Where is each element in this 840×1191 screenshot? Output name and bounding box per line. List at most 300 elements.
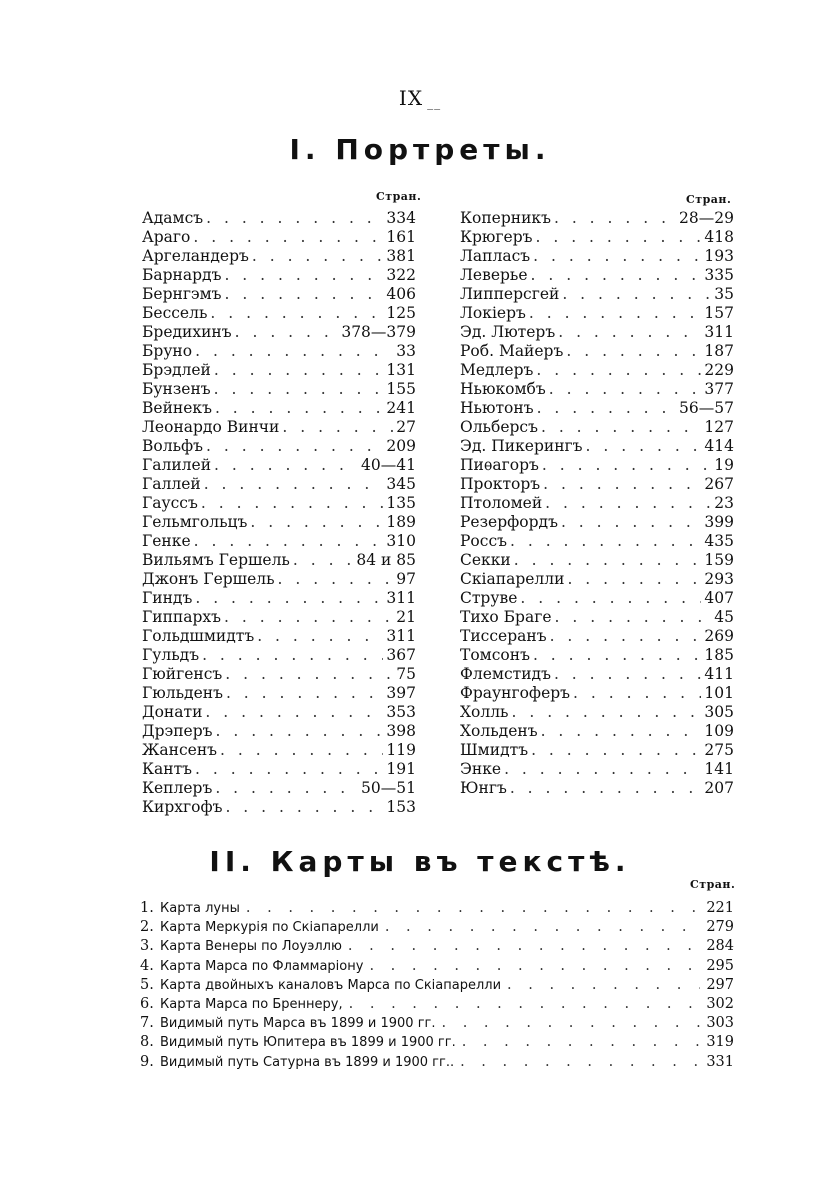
entry-name: Видимый путь Юпитера въ 1899 и 1900 гг. [160, 1035, 456, 1051]
leader-dots [545, 494, 711, 512]
entry-page: 97 [396, 570, 416, 588]
entry-page: 185 [704, 646, 734, 664]
entry-page: 23 [714, 494, 734, 512]
entry-name: Леонардо Винчи [142, 418, 280, 436]
entry-name: Роб. Майеръ [460, 342, 564, 360]
index-entry [142, 456, 416, 475]
leader-dots [225, 798, 383, 816]
entry-page: 193 [704, 247, 734, 265]
leader-dots [252, 247, 384, 265]
entry-name: Птоломей [460, 494, 543, 512]
leader-dots [510, 779, 702, 797]
entry-name: Кирхгофъ [142, 798, 223, 816]
entry-page: 295 [706, 957, 734, 974]
entry-name: Эд. Пикерингъ [460, 437, 583, 455]
index-entry [460, 285, 734, 304]
index-entry [142, 418, 416, 437]
entry-page: 207 [704, 779, 734, 797]
entry-name: Карта двойныхъ каналовъ Марса по Скіапарелли [160, 977, 502, 993]
index-entry [460, 418, 734, 437]
leader-dots [555, 608, 712, 626]
entry-page: 84 и 85 [356, 551, 416, 569]
index-entry [460, 228, 734, 247]
index-entry [460, 247, 734, 266]
index-entry [142, 513, 416, 532]
entry-name: Джонъ Гершель [142, 570, 275, 588]
leader-dots [441, 1015, 700, 1031]
index-entry [140, 1015, 734, 1034]
leader-dots [195, 760, 383, 778]
leader-dots [282, 418, 393, 436]
index-entry [142, 304, 416, 323]
entry-name: Бунзенъ [142, 380, 211, 398]
entry-page: 279 [706, 919, 734, 936]
entry-number: 8. [140, 1034, 154, 1051]
leader-dots [537, 399, 676, 417]
entry-page: 75 [396, 665, 416, 683]
entry-name: Вильямъ Гершель [142, 551, 290, 569]
entry-page: 56—57 [679, 399, 734, 417]
entry-name: Флемстидъ [460, 665, 551, 683]
entry-name: Гульдъ [142, 646, 200, 664]
section-title-maps: II. Карты въ текстѣ. [209, 845, 631, 878]
entry-page: 125 [386, 304, 416, 322]
entry-name: Видимый путь Сатурна въ 1899 и 1900 гг.. [160, 1054, 455, 1070]
leader-dots [573, 684, 701, 702]
entry-page: 284 [706, 938, 734, 955]
index-entry [460, 323, 734, 342]
entry-name: Карта Меркурія по Скіапарелли [160, 920, 379, 936]
entry-name: Шмидтъ [460, 741, 529, 759]
entry-name: Коперникъ [460, 209, 551, 227]
entry-page: 414 [704, 437, 734, 455]
leader-dots [224, 266, 383, 284]
column-header-left: Стран. [376, 190, 422, 203]
index-entry [142, 760, 416, 779]
entry-page: 27 [396, 418, 416, 436]
entry-name: Карта Марса по Фламмаріону [160, 958, 364, 974]
leader-dots [205, 703, 383, 721]
index-entry [460, 437, 734, 456]
index-entry [140, 958, 734, 977]
index-entry [142, 703, 416, 722]
index-entry [460, 513, 734, 532]
leader-dots [543, 475, 701, 493]
index-entry [460, 722, 734, 741]
index-entry [140, 1034, 734, 1053]
entry-page: 293 [704, 570, 734, 588]
leader-dots [194, 532, 384, 550]
index-entry [142, 798, 416, 817]
index-entry [140, 1054, 734, 1073]
entry-name: Бредихинъ [142, 323, 232, 341]
entry-name: Бернгэмъ [142, 285, 222, 303]
entry-page: 19 [714, 456, 734, 474]
entry-page: 311 [386, 627, 416, 645]
entry-name: Вейнекъ [142, 399, 212, 417]
entry-page: 221 [706, 900, 734, 916]
entry-name: Галлей [142, 475, 201, 493]
entry-page: 35 [714, 285, 734, 303]
entry-name: Вольфъ [142, 437, 204, 455]
index-entry [140, 977, 734, 996]
portraits-right-column [460, 209, 734, 798]
index-entry [460, 551, 734, 570]
entry-name: Струве [460, 589, 518, 607]
leader-dots [210, 304, 383, 322]
entry-page: 157 [704, 304, 734, 322]
leader-dots [536, 361, 701, 379]
index-entry [142, 494, 416, 513]
entry-page: 209 [386, 437, 416, 455]
entry-page: 131 [386, 361, 416, 379]
leader-dots [514, 551, 702, 569]
entry-name: Медлеръ [460, 361, 534, 379]
entry-name: Брэдлей [142, 361, 211, 379]
entry-page: 331 [706, 1053, 734, 1070]
leader-dots [220, 741, 383, 759]
leader-dots [206, 437, 383, 455]
entry-page: 50—51 [361, 779, 416, 797]
leader-dots [562, 285, 711, 303]
leader-dots [224, 608, 393, 626]
entry-name: Гольдшмидтъ [142, 627, 255, 645]
index-entry [140, 996, 734, 1015]
column-header-right: Стран. [686, 193, 732, 206]
leader-dots [586, 437, 702, 455]
section-title-portraits: I. Портреты. [289, 133, 551, 166]
index-entry [142, 380, 416, 399]
entry-name: Барнардъ [142, 266, 222, 284]
leader-dots [293, 551, 354, 569]
entry-page: 28—29 [679, 209, 734, 227]
index-entry [142, 437, 416, 456]
index-entry [140, 900, 734, 919]
leader-dots [235, 323, 339, 341]
index-entry [142, 551, 416, 570]
entry-name: Галилей [142, 456, 212, 474]
leader-dots [226, 684, 383, 702]
index-entry [142, 475, 416, 494]
leader-dots [385, 919, 700, 935]
entry-page: 189 [386, 513, 416, 531]
entry-page: 397 [386, 684, 416, 702]
entry-name: Резерфордъ [460, 513, 558, 531]
entry-page: 33 [396, 342, 416, 360]
leader-dots [250, 513, 383, 531]
leader-dots [567, 570, 701, 588]
entry-name: Кеплеръ [142, 779, 213, 797]
index-entry [460, 456, 734, 475]
entry-name: Томсонъ [460, 646, 530, 664]
leader-dots [550, 627, 702, 645]
leader-dots [278, 570, 394, 588]
entry-page: 353 [386, 703, 416, 721]
entry-name: Локіеръ [460, 304, 526, 322]
entry-name: Фраунгоферъ [460, 684, 571, 702]
page-number-text: IX [398, 86, 424, 110]
entry-name: Гельмгольцъ [142, 513, 248, 531]
index-entry [142, 532, 416, 551]
entry-page: 407 [704, 589, 734, 607]
leader-dots [246, 900, 700, 916]
leader-dots [216, 722, 384, 740]
entry-name: Крюгеръ [460, 228, 533, 246]
entry-number: 7. [140, 1015, 154, 1032]
entry-page: 153 [386, 798, 416, 816]
index-entry [460, 361, 734, 380]
leader-dots [348, 938, 700, 954]
leader-dots [215, 779, 358, 797]
entry-page: 119 [386, 741, 416, 759]
entry-name: Гиппархъ [142, 608, 222, 626]
entry-page: 398 [386, 722, 416, 740]
leader-dots [520, 589, 701, 607]
entry-page: 311 [704, 323, 734, 341]
index-entry [460, 304, 734, 323]
leader-dots [542, 456, 711, 474]
entry-name: Юнгъ [460, 779, 507, 797]
leader-dots [541, 722, 702, 740]
entry-name: Карта Венеры по Лоуэллю [160, 939, 342, 955]
entry-name: Секки [460, 551, 511, 569]
index-entry [142, 589, 416, 608]
entry-number: 9. [140, 1053, 154, 1070]
index-entry [460, 703, 734, 722]
entry-name: Эд. Лютеръ [460, 323, 556, 341]
entry-page: 411 [704, 665, 734, 683]
entry-name: Прокторъ [460, 475, 541, 493]
leader-dots [349, 996, 701, 1012]
index-entry [460, 570, 734, 589]
index-entry [140, 919, 734, 938]
entry-name: Карта луны [160, 901, 240, 916]
leader-dots [561, 513, 701, 531]
entry-name: Пиѳагоръ [460, 456, 539, 474]
entry-page: 191 [386, 760, 416, 778]
entry-name: Кантъ [142, 760, 193, 778]
leader-dots [512, 703, 702, 721]
entry-name: Араго [142, 228, 191, 246]
entry-name: Ньютонъ [460, 399, 534, 417]
entry-page: 399 [704, 513, 734, 531]
entry-page: 45 [714, 608, 734, 626]
entry-page: 229 [704, 361, 734, 379]
leader-dots [533, 247, 701, 265]
leader-dots [225, 665, 393, 683]
index-entry [142, 570, 416, 589]
entry-page: 310 [386, 532, 416, 550]
entry-page: 241 [386, 399, 416, 417]
leader-dots [533, 646, 701, 664]
entry-name: Россъ [460, 532, 507, 550]
entry-page: 187 [704, 342, 734, 360]
entry-page: 109 [704, 722, 734, 740]
leader-dots [214, 361, 384, 379]
entry-page: 267 [704, 475, 734, 493]
entry-page: 378—379 [341, 323, 416, 341]
entry-page: 319 [706, 1034, 734, 1051]
leader-dots [549, 380, 702, 398]
leader-dots [504, 760, 701, 778]
index-entry [142, 247, 416, 266]
entry-page: 305 [704, 703, 734, 721]
entry-number: 2. [140, 919, 154, 936]
entry-page: 335 [704, 266, 734, 284]
entry-name: Гауссъ [142, 494, 198, 512]
entry-name: Бруно [142, 342, 193, 360]
index-entry [142, 779, 416, 798]
leader-dots [215, 399, 383, 417]
index-entry [142, 665, 416, 684]
maps-list [140, 900, 734, 1073]
entry-page: 322 [386, 266, 416, 284]
entry-number: 5. [140, 976, 154, 993]
entry-page: 127 [704, 418, 734, 436]
leader-dots [536, 228, 702, 246]
leader-dots [206, 209, 383, 227]
entry-name: Гиндъ [142, 589, 193, 607]
leader-dots [554, 665, 701, 683]
index-entry [142, 646, 416, 665]
leader-dots [204, 475, 384, 493]
entry-page: 269 [704, 627, 734, 645]
index-entry [142, 342, 416, 361]
leader-dots [462, 1034, 701, 1050]
index-entry [460, 646, 734, 665]
entry-name: Холль [460, 703, 509, 721]
entry-name: Дрэперъ [142, 722, 213, 740]
column-header-maps: Стран. [690, 878, 736, 891]
entry-page: 161 [386, 228, 416, 246]
index-entry [460, 741, 734, 760]
entry-page: 302 [706, 995, 734, 1012]
entry-page: 367 [386, 646, 416, 664]
entry-name: Липперсгей [460, 285, 560, 303]
index-entry [460, 665, 734, 684]
entry-page: 345 [386, 475, 416, 493]
index-entry [460, 608, 734, 627]
entry-name: Гюльденъ [142, 684, 223, 702]
index-entry [460, 779, 734, 798]
index-entry [142, 361, 416, 380]
entry-number: 6. [140, 995, 154, 1012]
entry-name: Аргеландеръ [142, 247, 249, 265]
entry-page: 406 [386, 285, 416, 303]
index-entry [142, 323, 416, 342]
entry-name: Жансенъ [142, 741, 218, 759]
leader-dots [214, 380, 384, 398]
entry-page: 141 [704, 760, 734, 778]
entry-name: Генке [142, 532, 191, 550]
leader-dots [510, 532, 701, 550]
entry-name: Бессель [142, 304, 208, 322]
index-entry [460, 684, 734, 703]
entry-page: 297 [706, 976, 734, 993]
entry-name: Видимый путь Марса въ 1899 и 1900 гг. [160, 1016, 436, 1032]
entry-name: Скіапарелли [460, 570, 565, 588]
index-entry [460, 589, 734, 608]
entry-page: 303 [706, 1015, 734, 1032]
index-entry [460, 380, 734, 399]
entry-name: Тихо Браге [460, 608, 552, 626]
entry-page: 275 [704, 741, 734, 759]
entry-page: 435 [704, 532, 734, 550]
index-entry [142, 627, 416, 646]
leader-dots [195, 589, 383, 607]
index-entry [142, 741, 416, 760]
leader-dots [214, 456, 358, 474]
entry-page: 21 [396, 608, 416, 626]
index-entry [142, 266, 416, 285]
leader-dots [531, 741, 701, 759]
index-entry [142, 722, 416, 741]
leader-dots [531, 266, 702, 284]
index-entry [142, 285, 416, 304]
entry-page: 40—41 [361, 456, 416, 474]
entry-page: 135 [386, 494, 416, 512]
index-entry [460, 266, 734, 285]
entry-page: 155 [386, 380, 416, 398]
leader-dots [193, 228, 383, 246]
leader-dots [195, 342, 393, 360]
leader-dots [460, 1054, 700, 1070]
leader-dots [541, 418, 701, 436]
index-entry [142, 608, 416, 627]
entry-page: 334 [386, 209, 416, 227]
index-entry [460, 760, 734, 779]
entry-page: 381 [386, 247, 416, 265]
leader-dots [369, 958, 700, 974]
leader-dots [566, 342, 701, 360]
entry-number: 1. [140, 900, 154, 916]
leader-dots [558, 323, 701, 341]
entry-page: 311 [386, 589, 416, 607]
index-entry [460, 532, 734, 551]
entry-name: Гюйгенсъ [142, 665, 223, 683]
entry-page: 101 [704, 684, 734, 702]
index-entry [142, 228, 416, 247]
leader-dots [507, 977, 700, 993]
entry-name: Донати [142, 703, 203, 721]
entry-name: Хольденъ [460, 722, 538, 740]
entry-page: 377 [704, 380, 734, 398]
index-entry [142, 684, 416, 703]
index-entry [460, 209, 734, 228]
entry-name: Энке [460, 760, 502, 778]
leader-dots [201, 494, 384, 512]
portraits-left-column [142, 209, 416, 817]
leader-dots [225, 285, 384, 303]
leader-dots [202, 646, 383, 664]
leader-dots [257, 627, 383, 645]
entry-name: Карта Марса по Бреннеру, [160, 996, 343, 1012]
entry-name: Адамсъ [142, 209, 204, 227]
index-entry [460, 494, 734, 513]
entry-number: 3. [140, 938, 154, 955]
index-entry [460, 475, 734, 494]
entry-name: Леверье [460, 266, 528, 284]
index-entry [140, 938, 734, 957]
entry-name: Ньюкомбъ [460, 380, 546, 398]
entry-number: 4. [140, 957, 154, 974]
index-entry [142, 209, 416, 228]
index-entry [460, 627, 734, 646]
leader-dots [529, 304, 702, 322]
leader-dots [554, 209, 676, 227]
index-entry [460, 399, 734, 418]
entry-page: 418 [704, 228, 734, 246]
